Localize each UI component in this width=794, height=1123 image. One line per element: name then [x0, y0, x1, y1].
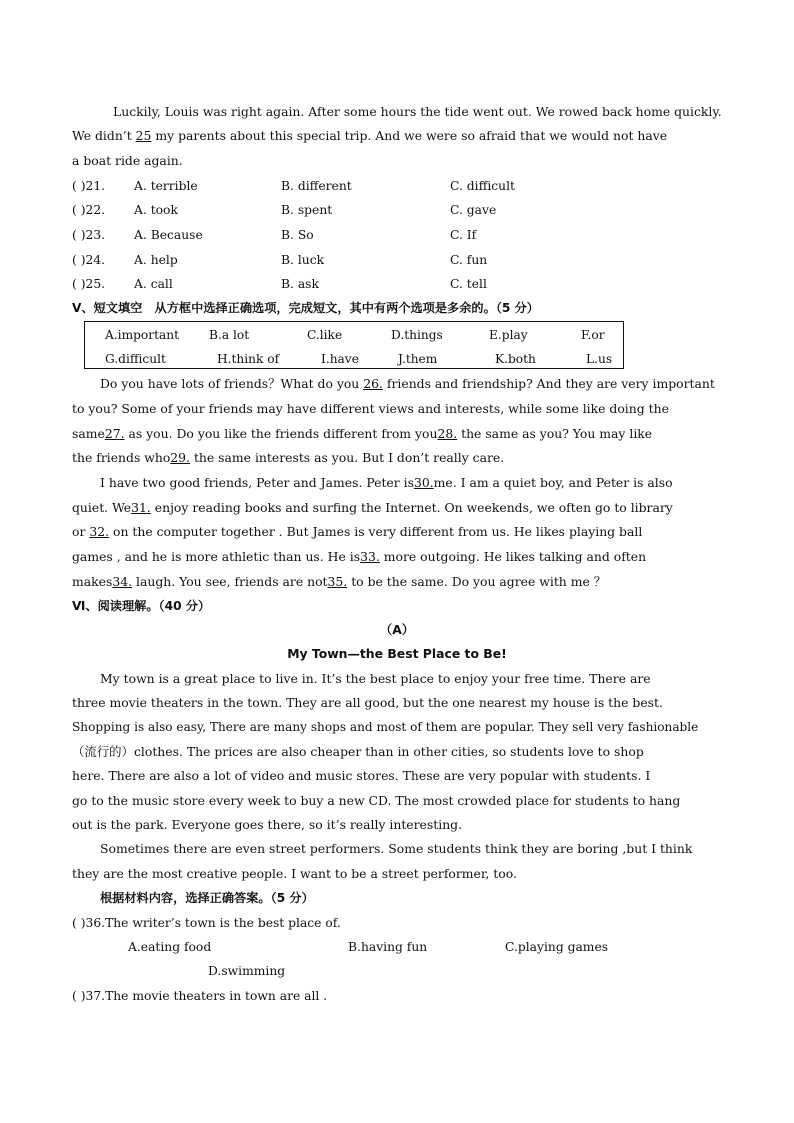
option-a: A. terrible: [134, 179, 198, 193]
passage-line: We didn’t 25 my parents about this special trip. And we were so afraid that we would not have: [72, 128, 668, 143]
blank-32: 32.: [89, 524, 110, 539]
passage-line: Do you have lots of friends？What do you 26. friends and friendship? And they are very important: [100, 376, 715, 391]
blank-30: 30.: [413, 475, 434, 490]
reading-line: （流行的）clothes. The prices are also cheaper than in other cities, so students love to shop: [72, 744, 644, 759]
question-number: ( )24.: [72, 253, 106, 267]
blank-26: 26.: [363, 376, 383, 391]
reading-line: Sometimes there are even street performers. Some students think they are boring ,but I think: [100, 841, 693, 856]
option-box: [84, 321, 624, 369]
passage-line: to you? Some of your friends may have different views and interests, while some like doing the: [72, 401, 669, 416]
passage-line: same27. as you. Do you like the friends different from you28. the same as you? You may like: [72, 426, 653, 441]
passage-line: the friends who29. the same interests as you. But I don’t really care.: [72, 450, 505, 465]
reading-line: My town is a great place to live in. It’s the best place to enjoy your free time. There are: [100, 671, 651, 686]
blank-28: 28.: [437, 426, 458, 441]
option-a: A. Because: [134, 228, 203, 242]
option-b: B. luck: [281, 253, 325, 267]
option-c: C. If: [450, 228, 477, 242]
reading-line: out is the park. Everyone goes there, so it’s really interesting.: [72, 817, 463, 832]
question-number: ( )25.: [72, 277, 106, 291]
blank-34: 34.: [112, 574, 133, 589]
passage-line: quiet. We31. enjoy reading books and surfing the Internet. On weekends, we often go to library: [72, 500, 673, 515]
box-option: F.or: [581, 328, 605, 342]
box-option: G.difficult: [105, 352, 166, 366]
option-c: C.playing games: [505, 940, 609, 954]
question-number: ( )22.: [72, 203, 106, 217]
section-title: Ⅴ、短文填空 从方框中选择正确选项，完成短文，其中有两个选项是多余的。（5 分）: [72, 301, 539, 315]
box-option: E.play: [489, 328, 528, 342]
passage-line: makes34. laugh. You see, friends are not35. to be the same. Do you agree with me ？: [72, 574, 607, 589]
option-c: C. tell: [450, 277, 487, 291]
question-number: ( )23.: [72, 228, 106, 242]
question-number: ( )21.: [72, 179, 106, 193]
reading-heading: My Town—the Best Place to Be!: [287, 646, 507, 661]
passage-label: （A）: [379, 622, 415, 637]
option-a: A.eating food: [128, 940, 212, 954]
option-d: D.swimming: [208, 964, 286, 978]
option-b: B. different: [281, 179, 352, 193]
question-36: ( )36.The writer’s town is the best place of.: [72, 916, 341, 930]
blank-33: 33.: [360, 549, 380, 564]
blank-35: 35.: [327, 574, 348, 589]
reading-line: three movie theaters in the town. They are all good, but the one nearest my house is the best.: [72, 695, 663, 710]
box-option: A.important: [105, 328, 180, 342]
option-c: C. difficult: [450, 179, 515, 193]
section-title: Ⅵ、阅读理解。（40 分）: [72, 599, 211, 613]
reading-line: Shopping is also easy, There are many shops and most of them are popular. They sell very fashionable: [72, 720, 699, 734]
box-option: D.things: [391, 328, 443, 342]
option-b: B. So: [281, 228, 314, 242]
option-b: B.having fun: [348, 940, 428, 954]
box-option: I.have: [321, 352, 359, 366]
reading-line: go to the music store every week to buy a new CD. The most crowded place for students to hang: [72, 793, 681, 808]
box-option: B.a lot: [209, 328, 250, 342]
passage-line: games , and he is more athletic than us. He is33. more outgoing. He likes talking and often: [72, 549, 647, 564]
box-option: L.us: [586, 352, 613, 366]
option-c: C. fun: [450, 253, 488, 267]
box-option: J.them: [398, 352, 438, 366]
blank-31: 31.: [131, 500, 151, 515]
option-a: A. took: [134, 203, 178, 217]
passage-line: I have two good friends, Peter and James. Peter is30.me. I am a quiet boy, and Peter is also: [100, 475, 673, 490]
passage-line: or 32. on the computer together . But James is very different from us. He likes playing ball: [72, 524, 643, 539]
option-b: B. ask: [281, 277, 319, 291]
question-37: ( )37.The movie theaters in town are all .: [72, 989, 328, 1003]
box-option: C.like: [307, 328, 343, 342]
reading-line: they are the most creative people. I want to be a street performer, too.: [72, 866, 517, 881]
instruction: 根据材料内容，选择正确答案。（5 分）: [100, 891, 314, 905]
passage-line: Luckily, Louis was right again. After some hours the tide went out. We rowed back home quickly.: [113, 104, 722, 119]
blank-27: 27.: [104, 426, 125, 441]
blank-29: 29.: [170, 450, 191, 465]
option-a: A. help: [134, 253, 178, 267]
box-option: H.think of: [217, 352, 280, 366]
option-c: C. gave: [450, 203, 497, 217]
box-option: K.both: [495, 352, 536, 366]
option-a: A. call: [134, 277, 173, 291]
passage-line: a boat ride again.: [72, 153, 183, 168]
blank-25: 25: [135, 128, 152, 143]
option-b: B. spent: [281, 203, 333, 217]
reading-line: here. There are also a lot of video and music stores. These are very popular with students. I: [72, 768, 651, 783]
